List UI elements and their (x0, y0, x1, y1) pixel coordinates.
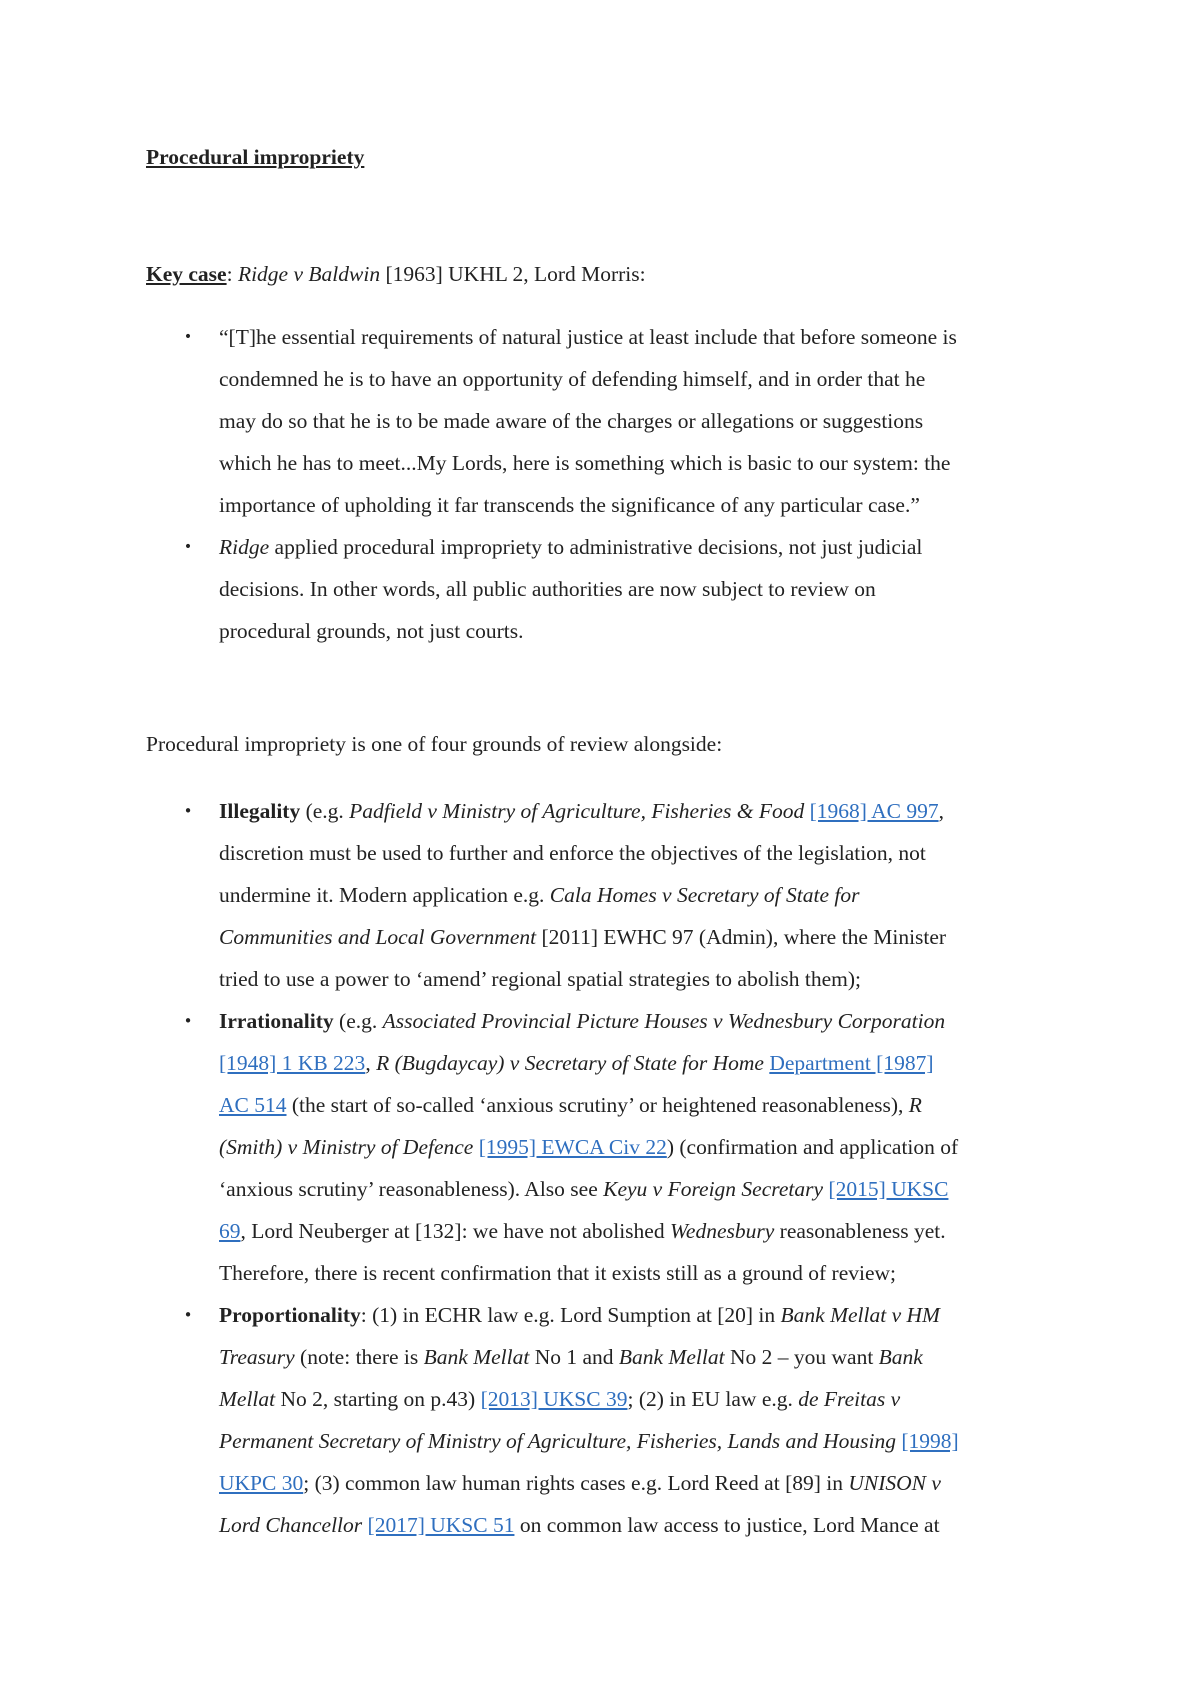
text-run: , Lord Neuberger at [132]: we have not abolished (240, 1219, 670, 1243)
quote-text (219, 316, 1066, 526)
text-line (219, 1336, 1066, 1378)
case-name: Permanent Secretary of Ministry of Agriculture, Fisheries, Lands and Housing (219, 1429, 896, 1453)
case-name: R (908, 1093, 922, 1117)
text-line (219, 1504, 1066, 1546)
ground-term: Proportionality (219, 1303, 361, 1327)
bullet-icon: • (183, 1012, 193, 1030)
text-line (219, 1420, 1066, 1462)
applied-text (219, 526, 1066, 652)
text-line (219, 874, 1066, 916)
grounds-bullet-list (146, 790, 1066, 1546)
text-run: No 2, starting on p.43) (275, 1387, 481, 1411)
citation-link[interactable]: Department [1987] (769, 1051, 934, 1075)
text-run: (the start of so-called ‘anxious scrutiny’ or heightened reasonableness), (286, 1093, 909, 1117)
citation-link[interactable]: [1968] AC 997 (809, 799, 939, 823)
bullet-icon: • (183, 539, 193, 555)
list-item-quote (146, 316, 1066, 526)
ridge-bullet-list (146, 316, 1066, 652)
bullet-icon: • (183, 329, 193, 345)
case-name: Cala Homes v Secretary of State for (549, 883, 860, 907)
text-run: undermine it. Modern application e.g. (219, 883, 550, 907)
text-run: No 2 – you want (724, 1345, 879, 1369)
text-run: ; (2) in EU law e.g. (627, 1387, 799, 1411)
text-run: on common law access to justice, Lord Mance at (514, 1513, 940, 1537)
text-run: No 1 and (529, 1345, 619, 1369)
quote-line: “[T]he essential requirements of natural justice at least include that before someone is (219, 325, 957, 349)
case-name: Bank Mellat v HM (780, 1303, 940, 1327)
case-name: (Smith) v Ministry of Defence (219, 1135, 474, 1159)
text-line (219, 790, 1066, 832)
quote-line: may do so that he is to be made aware of the charges or allegations or suggestions (219, 409, 924, 433)
applied-line: procedural grounds, not just courts. (219, 619, 524, 643)
text-line: discretion must be used to further and enforce the objectives of the legislation, not (219, 841, 926, 865)
quote-line: importance of upholding it far transcends the significance of any particular case.” (219, 493, 920, 517)
applied-line (219, 526, 1066, 568)
case-name: de Freitas v (798, 1387, 901, 1411)
text-run: (note: there is (294, 1345, 424, 1369)
text-run: [2011] EWHC 97 (Admin), where the Minister (536, 925, 947, 949)
text-run: ‘anxious scrutiny’ reasonableness). Also see (219, 1177, 604, 1201)
text-line (219, 916, 1066, 958)
text-line (219, 1294, 1066, 1336)
citation-link[interactable]: [2013] UKSC 39 (480, 1387, 628, 1411)
list-item-irrationality (146, 1000, 1066, 1294)
case-name: Bank Mellat (423, 1345, 530, 1369)
text-run: ) (confirmation and application of (666, 1135, 959, 1159)
text-run: (e.g. (300, 799, 350, 823)
ground-term: Illegality (219, 799, 301, 823)
list-item-illegality (146, 790, 1066, 1000)
text-line (219, 1126, 1066, 1168)
text-run: applied procedural impropriety to administrative decisions, not just judicial (269, 535, 923, 559)
illegality-text (219, 790, 1066, 1000)
proportionality-text (219, 1294, 1066, 1546)
case-name: UNISON v (848, 1471, 941, 1495)
key-case-name: Ridge v Baldwin (237, 262, 381, 286)
irrationality-text (219, 1000, 1066, 1294)
citation-link[interactable]: [1995] EWCA Civ 22 (478, 1135, 667, 1159)
citation-link[interactable]: [1948] 1 KB 223 (219, 1051, 366, 1075)
bullet-icon: • (183, 1306, 193, 1324)
text-line (219, 1378, 1066, 1420)
text-line (219, 1000, 1066, 1042)
case-name: Wednesbury (669, 1219, 775, 1243)
text-run: : (1) in ECHR law e.g. Lord Sumption at [20] in (360, 1303, 781, 1327)
text-line: Therefore, there is recent confirmation that it exists still as a ground of review; (219, 1261, 897, 1285)
case-name: Associated Provincial Picture Houses v Wednesbury Corporation (382, 1009, 946, 1033)
key-case-citation: [1963] UKHL 2, Lord Morris: (380, 262, 646, 286)
ground-term: Irrationality (219, 1009, 334, 1033)
key-case-label: Key case (146, 262, 227, 286)
case-name: Treasury (219, 1345, 295, 1369)
text-run: , (365, 1051, 377, 1075)
list-item-proportionality (146, 1294, 1066, 1546)
case-name: Padfield v Ministry of Agriculture, Fisheries & Food (349, 799, 805, 823)
text-run: reasonableness yet. (774, 1219, 946, 1243)
quote-line: which he has to meet...My Lords, here is something which is basic to our system: the (219, 451, 951, 475)
key-case-colon: : (226, 262, 238, 286)
citation-link[interactable]: UKPC 30 (219, 1471, 304, 1495)
case-name: Ridge (219, 535, 270, 559)
text-run: ; (3) common law human rights cases e.g. Lord Reed at [89] in (303, 1471, 849, 1495)
list-item-applied (146, 526, 1066, 652)
text-line (219, 1168, 1066, 1210)
text-line (219, 1042, 1066, 1084)
section-heading: Procedural impropriety (146, 145, 365, 169)
citation-link[interactable]: AC 514 (219, 1093, 287, 1117)
case-name: Communities and Local Government (219, 925, 537, 949)
case-name: Keyu v Foreign Secretary (603, 1177, 824, 1201)
case-name: R (Bugdaycay) v Secretary of State for Home (376, 1051, 764, 1075)
text-line (219, 1210, 1066, 1252)
bullet-icon: • (183, 802, 193, 820)
citation-link[interactable]: [2015] UKSC (828, 1177, 949, 1201)
grounds-intro: Procedural impropriety is one of four grounds of review alongside: (146, 732, 723, 756)
citation-link[interactable]: [2017] UKSC 51 (367, 1513, 515, 1537)
text-run: , (938, 799, 944, 823)
applied-line: decisions. In other words, all public authorities are now subject to review on (219, 577, 876, 601)
key-case-line (146, 262, 646, 287)
text-line (219, 1084, 1066, 1126)
case-name: Lord Chancellor (219, 1513, 363, 1537)
case-name: Bank Mellat (618, 1345, 725, 1369)
quote-line: condemned he is to have an opportunity of defending himself, and in order that he (219, 367, 926, 391)
text-line (219, 1462, 1066, 1504)
citation-link[interactable]: [1998] (901, 1429, 959, 1453)
case-name: Mellat (219, 1387, 276, 1411)
citation-link[interactable]: 69 (219, 1219, 241, 1243)
text-run: (e.g. (333, 1009, 383, 1033)
text-line: tried to use a power to ‘amend’ regional spatial strategies to abolish them); (219, 967, 862, 991)
case-name: Bank (878, 1345, 923, 1369)
